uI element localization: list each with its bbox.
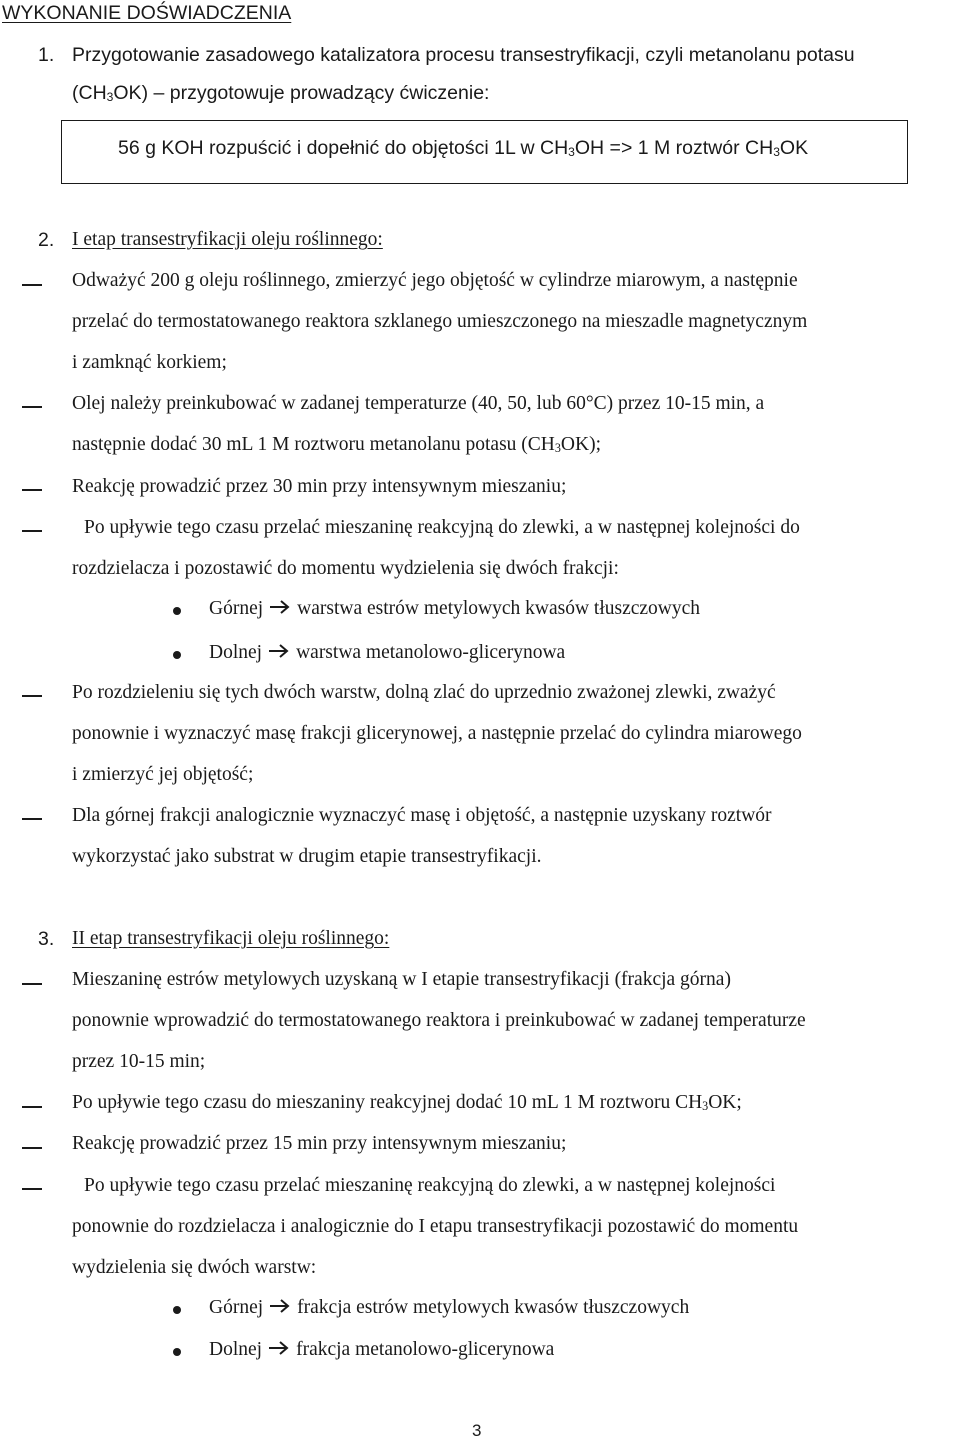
item-line: Po upływie tego czasu przelać mieszaninę reakcyjną do zlewki, a w następnej kolejności do [84,517,800,538]
list-item [72,805,954,827]
section-number: 1. [38,44,55,66]
section1-line2-b: OK) – przygotowuje prowadzący ćwiczenie: [113,82,490,104]
dash-icon [22,406,42,408]
list-item [72,1092,742,1114]
bullet-label: Górnej [209,1297,264,1318]
item-line: Olej należy preinkubować w zadanej temperaturze (40, 50, lub 60°C) przez 10-15 min, a [72,393,765,414]
dash-icon [22,1188,42,1190]
item-line: rozdzielacza i pozostawić do momentu wydzielenia się dwóch frakcji: [72,558,619,579]
subscript: 3 [773,145,780,160]
list-item-cont [72,311,954,333]
item-line: wydzielenia się dwóch warstw: [72,1257,317,1278]
item-line: Mieszaninę estrów metylowych uzyskaną w I etapie transestryfikacji (frakcja górna) [72,969,731,990]
item-line: i zmierzyć jej objętość; [72,764,254,785]
list-item [72,969,954,991]
bullet-text: frakcja estrów metylowych kwasów tłuszczowych [297,1297,690,1318]
section2-heading: I etap transestryfikacji oleju roślinnego: [72,229,383,250]
bullet-icon [173,651,181,659]
item-line: ponownie do rozdzielacza i analogicznie do I etapu transestryfikacji pozostawić do momentu [72,1216,799,1237]
list-item-cont [72,1216,954,1238]
section1-line2-a: (CH [72,82,107,104]
bullet-text: warstwa estrów metylowych kwasów tłuszczowych [297,598,701,619]
item-line: Odważyć 200 g oleju roślinnego, zmierzyć jego objętość w cylindrze miarowym, a następnie [72,270,798,291]
item-line-b: OK; [708,1092,742,1113]
list-item-cont [72,1010,954,1032]
section-number: 3. [38,928,55,950]
bullet-label: Dolnej [209,642,263,663]
dash-icon [22,284,42,286]
section3-heading: II etap transestryfikacji oleju roślinnego: [72,928,390,949]
dash-icon [22,1106,42,1108]
bullet-icon [173,1348,181,1356]
bullet-label: Dolnej [209,1339,263,1360]
box-text-c: OK [779,137,809,159]
item-line: Po rozdzieleniu się tych dwóch warstw, dolną zlać do uprzednio zważonej zlewki, zważyć [72,682,776,703]
list-item: Reakcję prowadzić przez 30 min przy intensywnym mieszaniu; [72,476,567,497]
list-item [72,682,954,704]
subscript: 3 [106,90,114,105]
section-number: 2. [38,229,55,251]
section1-line2 [72,82,489,105]
subscript: 3 [554,441,561,456]
list-item [84,1175,954,1197]
dash-icon [22,1147,42,1149]
dash-icon [22,489,42,491]
item-line: przez 10-15 min; [72,1051,206,1072]
page-title: WYKONANIE DOŚWIADCZENIA [2,2,292,24]
item-line: Dla górnej frakcji analogicznie wyznaczyć masę i objętość, a następnie uzyskany roztwór [72,805,772,826]
item-line-a: Po upływie tego czasu do mieszaniny reakcyjnej dodać 10 mL 1 M roztworu CH [72,1092,703,1113]
bullet-icon [173,607,181,615]
item-line: przelać do termostatowanego reaktora szklanego umieszczonego na mieszadle magnetycznym [72,311,808,332]
bullet-label: Górnej [209,598,264,619]
dash-icon [22,530,42,532]
item-line [72,434,601,456]
right-arrow-icon [269,1298,291,1314]
sub-list-item [209,1297,689,1319]
list-item [72,393,954,415]
item-line: ponownie i wyznaczyć masę frakcji glicerynowej, a następnie przelać do cylindra miarowego [72,723,802,744]
subscript: 3 [568,145,575,160]
list-item [72,270,954,292]
item-line: ponownie wprowadzić do termostatowanego reaktora i preinkubować w zadanej temperaturze [72,1010,806,1031]
right-arrow-icon [269,599,291,615]
subscript: 3 [702,1099,709,1114]
right-arrow-icon [268,1340,290,1356]
bullet-text: frakcja metanolowo-glicerynowa [296,1339,555,1360]
preparation-text [118,137,808,160]
item-line-b: OK); [560,434,601,455]
list-item [84,517,954,539]
item-line: wykorzystać jako substrat w drugim etapie transestryfikacji. [72,846,542,867]
right-arrow-icon [268,643,290,659]
sub-list-item [209,598,700,620]
dash-icon [22,695,42,697]
section1-line1 [72,44,954,67]
page-number: 3 [472,1421,482,1440]
box-text-a: 56 g KOH rozpuścić i dopełnić do objętości 1L w CH [118,137,569,159]
sub-list-item [209,1339,554,1361]
item-line-a: następnie dodać 30 mL 1 M roztworu metanolanu potasu (CH [72,434,555,455]
item-line: i zamknąć korkiem; [72,352,227,373]
section1-text-line1: Przygotowanie zasadowego katalizatora procesu transestryfikacji, czyli metanolanu potasu [72,44,855,66]
box-text-b: OH => 1 M roztwór CH [574,137,774,159]
list-item-cont [72,723,954,745]
list-item: Reakcję prowadzić przez 15 min przy intensywnym mieszaniu; [72,1133,567,1154]
dash-icon [22,818,42,820]
sub-list-item [209,642,565,664]
bullet-text: warstwa metanolowo-glicerynowa [296,642,566,663]
item-line: Po upływie tego czasu przelać mieszaninę reakcyjną do zlewki, a w następnej kolejności [84,1175,776,1196]
dash-icon [22,983,42,985]
bullet-icon [173,1306,181,1314]
